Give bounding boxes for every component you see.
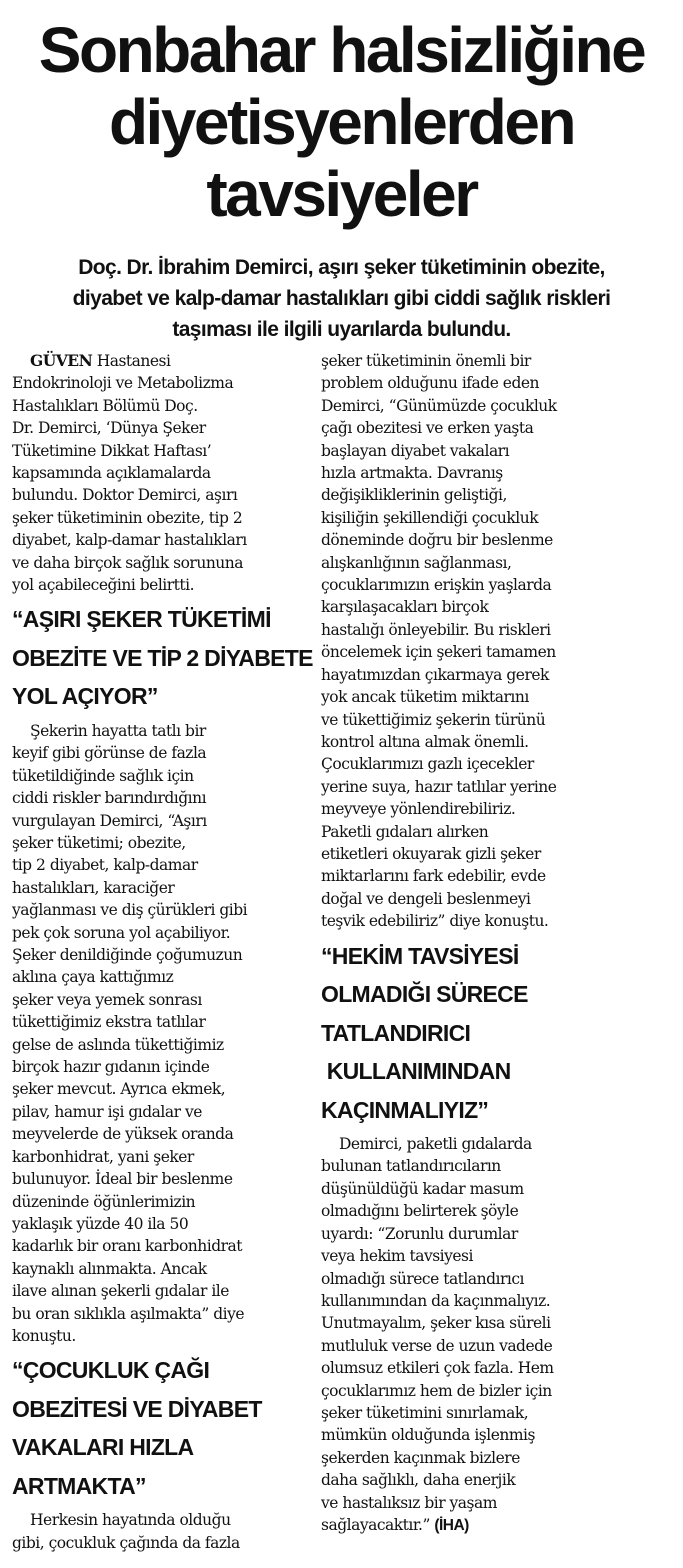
paragraph-line: Şekerin hayatta tatlı bir xyxy=(30,721,206,740)
paragraph-line: düzeninde öğünlerimizin xyxy=(12,1192,196,1211)
paragraph-line: bulunan tatlandırıcıların xyxy=(321,1157,501,1176)
paragraph-line-text: sağlayacaktır.” xyxy=(321,1515,435,1534)
paragraph-line: birçok hazır gıdanın içinde xyxy=(12,1058,210,1077)
subheading-line: YOL AÇIYOR” xyxy=(12,683,158,710)
intro-line: Hastalıkları Bölümü Doç. xyxy=(12,396,198,415)
paragraph-line: kadarlık bir oranı karbonhidrat xyxy=(12,1237,243,1256)
paragraph-line: veya hekim tavsiyesi xyxy=(321,1247,473,1266)
paragraph-line: şekerden kaçınmak bizlere xyxy=(321,1448,520,1467)
paragraph-line: tükettiğimiz ekstra tatlılar xyxy=(12,1013,206,1032)
paragraph-line: vurgulayan Demirci, “Aşırı xyxy=(12,811,207,830)
intro-line-text: Hastanesi xyxy=(92,352,171,370)
paragraph-2-continued xyxy=(321,350,619,933)
paragraph-line: bulunuyor. İdeal bir beslenme xyxy=(12,1170,233,1189)
paragraph-line: değişikliklerinin geliştiği, xyxy=(321,486,507,505)
subheading-line: ARTMAKTA” xyxy=(12,1472,146,1499)
paragraph-line: yağlanması ve diş çürükleri gibi xyxy=(12,901,248,920)
headline-line: tavsiyeler xyxy=(206,158,477,230)
paragraph-line: olmadığını belirterek şöyle xyxy=(321,1202,519,1221)
paragraph-line: olumsuz etkileri çok fazla. Hem xyxy=(321,1359,554,1378)
subheading-line: “HEKİM TAVSİYESİ xyxy=(321,942,519,969)
paragraph-line: düşünüldüğü kadar masum xyxy=(321,1179,524,1198)
paragraph-line: döneminde doğru bir beslenme xyxy=(321,531,553,550)
subheading-2 xyxy=(12,1351,310,1505)
spot-line: taşıması ile ilgili uyarılarda bulundu. xyxy=(172,318,511,341)
paragraph-line: şeker veya yemek sonrası xyxy=(12,990,202,1009)
subheading-line: “ÇOCUKLUK ÇAĞI xyxy=(12,1357,210,1384)
paragraph-line: Demirci, “Günümüzde çocukluk xyxy=(321,396,557,415)
subheading-line: OLMADIĞI SÜRECE xyxy=(321,981,528,1008)
paragraph-line: ve tükettiğimiz şekerin türünü xyxy=(321,710,546,729)
intro-line: diyabet, kalp-damar hastalıkları xyxy=(12,531,247,550)
subheading-1 xyxy=(12,600,313,716)
paragraph-line: mutluluk verse de uzun vadede xyxy=(321,1336,553,1355)
paragraph-line: yerine suya, hazır tatlılar yerine xyxy=(321,777,557,796)
subheading-line: OBEZİTE VE TİP 2 DİYABETE xyxy=(12,644,313,671)
paragraph-line: ve hastalıksız bir yaşam xyxy=(321,1493,497,1512)
paragraph-line: meyveye yönlendirebiliriz. xyxy=(321,800,516,819)
paragraph-line: şeker tüketiminin önemli bir xyxy=(321,352,531,370)
paragraph-line: mümkün olduğunda işlenmiş xyxy=(321,1426,535,1445)
subheading-line: KAÇINMALIYIZ” xyxy=(321,1096,489,1123)
paragraph-line: kullanımından da kaçınmalıyız. xyxy=(321,1291,551,1310)
paragraph-line: gelse de aslında tükettiğimiz xyxy=(12,1035,224,1054)
paragraph-line: meyvelerde de yüksek oranda xyxy=(12,1125,234,1144)
paragraph-1 xyxy=(12,720,310,1347)
paragraph-line: daha sağlıklı, daha enerjik xyxy=(321,1471,516,1490)
paragraph-line: öncelemek için şekeri tamamen xyxy=(321,643,556,662)
spot-line: diyabet ve kalp-damar hastalıkları gibi ciddi sağlık riskleri xyxy=(72,287,611,310)
subheading-line: TATLANDIRICI xyxy=(321,1019,471,1046)
paragraph-line: keyif gibi görünse de fazla xyxy=(12,744,207,763)
paragraph-line: alışkanlığının sağlanması, xyxy=(321,553,512,572)
headline-line: Sonbahar halsizliğine xyxy=(38,14,645,86)
paragraph-line: uyardı: “Zorunlu durumlar xyxy=(321,1224,518,1243)
paragraph-line: çocuklarımızın erişkin yaşlarda xyxy=(321,576,552,595)
paragraph-line: Unutmayalım, şeker kısa süreli xyxy=(321,1314,551,1333)
paragraph-line: kontrol altına almak önemli. xyxy=(321,732,529,751)
intro-lead: GÜVEN xyxy=(30,351,93,370)
spot-text xyxy=(8,252,675,345)
paragraph-line: başlayan diyabet vakaları xyxy=(321,441,510,460)
paragraph-line: hastalıkları, karaciğer xyxy=(12,878,175,897)
paragraph-line: Demirci, paketli gıdalarda xyxy=(339,1135,532,1154)
paragraph-line: tüketildiğinde sağlık için xyxy=(12,766,194,785)
paragraph-line: ciddi riskler barındırdığını xyxy=(12,789,207,808)
paragraph-line: miktarlarını fark edebilir, evde xyxy=(321,867,546,886)
paragraph-line: tip 2 diyabet, kalp-damar xyxy=(12,856,198,875)
intro-line: Tüketimine Dikkat Haftası’ xyxy=(12,441,212,460)
paragraph-line: olmadığı sürece tatlandırıcı xyxy=(321,1269,524,1288)
paragraph-line: pek çok soruna yol açabiliyor. xyxy=(12,923,231,942)
paragraph-3 xyxy=(321,1133,619,1537)
headline-line: diyetisyenlerden xyxy=(108,86,575,158)
paragraph-line: hayatımızdan çıkarmaya gerek xyxy=(321,665,549,684)
paragraph-line: Şeker denildiğinde çoğumuzun xyxy=(12,946,243,965)
subheading-line: OBEZİTESİ VE DİYABET xyxy=(12,1395,262,1422)
spot-line: Doç. Dr. İbrahim Demirci, aşırı şeker tüketiminin obezite, xyxy=(78,256,605,279)
paragraph-line: şeker tüketimini sınırlamak, xyxy=(321,1403,529,1422)
paragraph-line: hastalığı önleyebilir. Bu riskleri xyxy=(321,620,551,639)
intro-line: bulundu. Doktor Demirci, aşırı xyxy=(12,486,238,505)
intro-line: yol açabileceğini belirtti. xyxy=(12,576,195,595)
paragraph-line: şeker mevcut. Ayrıca ekmek, xyxy=(12,1080,226,1099)
intro-line: Dr. Demirci, ‘Dünya Şeker xyxy=(12,419,206,438)
paragraph-line: karbonhidrat, yani şeker xyxy=(12,1147,194,1166)
paragraph-line: kaynaklı alınmakta. Ancak xyxy=(12,1259,207,1278)
paragraph-line: bu oran sıklıkla aşılmakta” diye xyxy=(12,1304,245,1323)
paragraph-line: karşılaşacakları birçok xyxy=(321,598,489,617)
paragraph-line: yok ancak tüketim miktarını xyxy=(321,688,529,707)
paragraph-2 xyxy=(12,1509,310,1554)
subheading-3 xyxy=(321,937,619,1130)
right-column xyxy=(321,350,619,1537)
subheading-line: VAKALARI HIZLA xyxy=(12,1434,194,1461)
paragraph-line: kişiliğin şekillendiği çocukluk xyxy=(321,508,539,527)
paragraph-line: etiketleri okuyarak gizli şeker xyxy=(321,844,541,863)
paragraph-line: teşvik edebiliriz” diye konuştu. xyxy=(321,912,549,931)
paragraph-last-line xyxy=(321,1514,619,1537)
subheading-line: “AŞIRI ŞEKER TÜKETİMİ xyxy=(12,606,271,633)
paragraph-line: gibi, çocukluk çağında da fazla xyxy=(12,1533,240,1552)
paragraph-line: çocuklarımız hem de bizler için xyxy=(321,1381,552,1400)
paragraph-line: pilav, hamur işi gıdalar ve xyxy=(12,1102,202,1121)
paragraph-line: Çocuklarımızı gazlı içecekler xyxy=(321,755,534,774)
left-column xyxy=(12,350,313,1554)
paragraph-line: Paketli gıdaları alırken xyxy=(321,822,489,841)
subheading-line: KULLANIMINDAN xyxy=(321,1058,511,1085)
paragraph-line: şeker tüketimi; obezite, xyxy=(12,834,186,852)
intro-line: Endokrinoloji ve Metabolizma xyxy=(12,374,234,393)
paragraph-line: konuştu. xyxy=(12,1326,76,1345)
intro-line xyxy=(12,350,310,372)
paragraph-line: aklına çaya kattığımız xyxy=(12,968,174,987)
paragraph-line: ilave alınan şekerli gıdalar ile xyxy=(12,1282,229,1301)
intro-paragraph xyxy=(12,350,310,596)
intro-line: ve daha birçok sağlık sorununa xyxy=(12,553,244,572)
intro-line: kapsamında açıklamalarda xyxy=(12,464,211,483)
source-signature: (İHA) xyxy=(434,1516,469,1534)
paragraph-line: doğal ve dengeli beslenmeyi xyxy=(321,889,531,908)
paragraph-line: problem olduğunu ifade eden xyxy=(321,374,540,393)
paragraph-line: hızla artmakta. Davranış xyxy=(321,464,503,483)
paragraph-line: Herkesin hayatında olduğu xyxy=(30,1511,231,1530)
intro-line: şeker tüketiminin obezite, tip 2 xyxy=(12,508,243,527)
headline xyxy=(0,14,683,230)
paragraph-line: yaklaşık yüzde 40 ila 50 xyxy=(12,1214,189,1233)
paragraph-line: çağı obezitesi ve erken yaşta xyxy=(321,419,534,438)
